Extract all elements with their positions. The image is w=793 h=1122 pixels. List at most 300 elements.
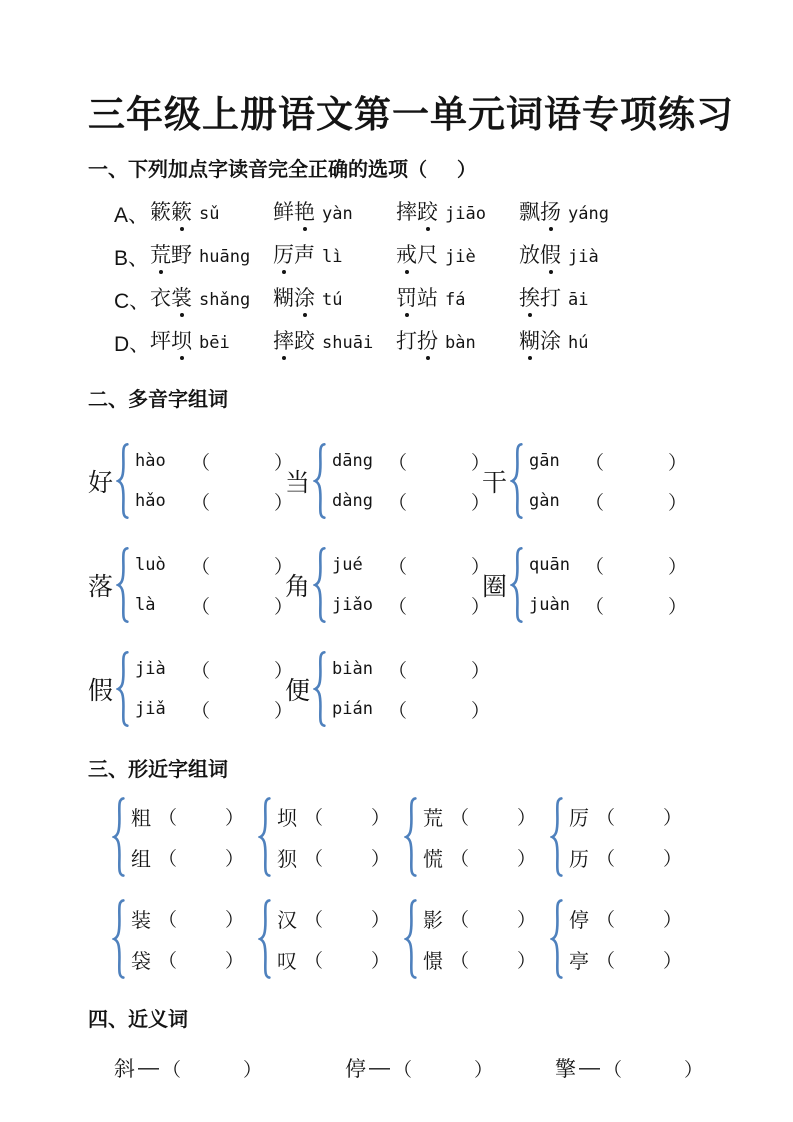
pinyin: hào [135, 451, 166, 471]
answer-blank [604, 565, 668, 566]
pinyin: āi [568, 290, 589, 311]
page-title: 三年级上册语文第一单元词语专项练习 [88, 94, 734, 135]
char-line [569, 940, 682, 979]
reading-line [529, 546, 687, 584]
char-lines [423, 899, 536, 979]
polyphone-group [482, 442, 688, 520]
word-item [519, 287, 588, 311]
reading-line [529, 586, 687, 624]
dotted-char: 扮 [417, 330, 438, 354]
word [396, 287, 438, 310]
curly-brace-icon [112, 898, 126, 980]
word [396, 330, 438, 353]
answer-blank [210, 565, 274, 566]
paren-open: （ [585, 596, 605, 618]
section4-header: 四、近义词 [88, 1009, 188, 1031]
dotted-char: 厉 [273, 244, 294, 268]
dotted-char: 戒 [396, 244, 417, 268]
paren-close: ） [274, 596, 294, 618]
readings [529, 442, 687, 520]
word-item [273, 330, 396, 354]
answer-blank [177, 857, 225, 858]
answer-blank [323, 857, 371, 858]
pinyin: huāng [199, 247, 251, 268]
answer-blank [412, 1068, 474, 1069]
answer-blank [604, 501, 668, 502]
option-label: B、 [114, 246, 150, 270]
reading-line [332, 650, 490, 688]
word-item [273, 287, 396, 311]
word-item [396, 287, 519, 311]
readings [332, 650, 490, 728]
word-item [150, 330, 273, 354]
answer-blank [615, 857, 663, 858]
word [519, 244, 561, 267]
paren-open: （ [585, 556, 605, 578]
readings [135, 442, 293, 520]
paren-open: （ [388, 660, 408, 682]
pinyin: luò [135, 555, 166, 575]
dotted-char: 罚 [396, 287, 417, 311]
synonym-item [555, 1053, 703, 1083]
dotted-char: 坝 [171, 330, 192, 354]
paren-open: （ [388, 596, 408, 618]
char: 野 [171, 244, 192, 268]
char: 憬 [423, 951, 443, 973]
dotted-char: 裳 [171, 287, 192, 311]
word [273, 287, 315, 310]
section3 [88, 758, 725, 980]
char: 簌 [150, 201, 171, 225]
paren-open: （ [450, 808, 470, 829]
char: 影 [423, 910, 443, 932]
word-item [150, 201, 273, 225]
answer-blank [407, 709, 471, 710]
char: 站 [417, 287, 438, 311]
paren-close: ） [274, 492, 294, 514]
curly-brace-icon [313, 442, 327, 520]
char: 停 [345, 1058, 366, 1081]
paren-open: （ [191, 596, 211, 618]
char: 坪 [150, 330, 171, 354]
synonym-item [345, 1053, 555, 1083]
pinyin: tú [322, 290, 343, 311]
similar-char-group [550, 898, 696, 980]
section1-header-text: 一、下列加点字读音完全正确的选项 [88, 159, 408, 181]
paren-close: ） [471, 492, 491, 514]
char-lines [423, 797, 536, 877]
char: 放 [519, 244, 540, 268]
similar-char-rows [88, 796, 725, 980]
paren-open: （ [450, 849, 470, 870]
pinyin: jià [135, 659, 166, 679]
char: 历 [569, 849, 589, 871]
curly-brace-icon [404, 796, 418, 878]
word-item [396, 330, 519, 354]
char-lines [277, 797, 390, 877]
pinyin: bēi [199, 333, 230, 354]
word [519, 287, 561, 310]
curly-brace-icon [116, 442, 130, 520]
curly-brace-icon [116, 546, 130, 624]
answer-blank [407, 501, 471, 502]
char: 厉 [569, 808, 589, 830]
answer-blank [407, 461, 471, 462]
answer-blank [407, 605, 471, 606]
word [273, 201, 315, 224]
curly-brace-icon [258, 898, 272, 980]
section2 [88, 388, 725, 728]
word [150, 201, 192, 224]
word-item [273, 244, 396, 268]
curly-brace-icon [258, 796, 272, 878]
paren-open: （ [450, 910, 470, 931]
word-item [273, 201, 396, 225]
word-item [150, 244, 273, 268]
char-line [423, 940, 536, 979]
polyphone-group [482, 546, 688, 624]
char: 涂 [540, 330, 561, 354]
option-label: D、 [114, 332, 151, 356]
similar-char-group [112, 796, 258, 878]
paren-close: ） [663, 808, 683, 829]
char: 声 [294, 244, 315, 268]
dotted-char: 假 [540, 244, 561, 268]
char: 擎 [555, 1058, 576, 1081]
similar-char-row [88, 796, 725, 878]
word [396, 244, 438, 267]
readings [529, 546, 687, 624]
char-lines [131, 797, 244, 877]
synonym-item [114, 1053, 345, 1083]
polyphone-row [88, 442, 725, 520]
curly-brace-icon [510, 546, 524, 624]
pinyin: jià [568, 247, 599, 268]
paren-open: （ [388, 700, 408, 722]
char: 鲜 [273, 201, 294, 225]
paren-open: （ [191, 660, 211, 682]
paren-close: ） [517, 951, 537, 972]
paren-close: ） [371, 951, 391, 972]
similar-char-group [404, 796, 550, 878]
word [519, 201, 561, 224]
polyphone-group [88, 442, 294, 520]
dotted-char: 挨 [519, 287, 540, 311]
dash: — [138, 1056, 159, 1079]
paren-close: ） [371, 808, 391, 829]
paren-close: ） [668, 452, 688, 474]
polyphone-group [88, 650, 294, 728]
curly-brace-icon [112, 796, 126, 878]
word-item [396, 244, 519, 268]
answer-blank [604, 605, 668, 606]
paren-open: （ [304, 910, 324, 931]
polyphone-char: 圈 [482, 573, 508, 601]
similar-char-group [404, 898, 550, 980]
polyphone-row [88, 650, 725, 728]
paren-close: ） [471, 700, 491, 722]
paren-close: ） [274, 452, 294, 474]
option-row [88, 321, 725, 364]
dotted-char: 扬 [540, 201, 561, 225]
polyphone-char: 假 [88, 677, 114, 705]
dotted-char: 簌 [171, 201, 192, 225]
paren-close: ） [225, 910, 245, 931]
pinyin: yáng [568, 204, 609, 225]
pinyin: bàn [445, 333, 476, 354]
paren-open: （ [158, 849, 178, 870]
paren-close: ） [517, 808, 537, 829]
paren-close: ） [274, 660, 294, 682]
option-row [88, 235, 725, 278]
section2-header: 二、多音字组词 [88, 389, 228, 411]
pinyin: jiǎo [332, 595, 373, 615]
paren-open: （ [450, 951, 470, 972]
word [150, 330, 192, 353]
reading-line [135, 586, 293, 624]
paren-open: （ [191, 492, 211, 514]
similar-char-group [550, 796, 696, 878]
paren-open: （ [393, 1059, 413, 1081]
char-line [277, 899, 390, 938]
similar-char-group [112, 898, 258, 980]
polyphone-rows [88, 442, 725, 728]
word-item [519, 330, 588, 354]
char-lines [569, 899, 682, 979]
paren-close: ） [225, 849, 245, 870]
char-line [277, 940, 390, 979]
answer-blank [177, 959, 225, 960]
dotted-char: 跤 [417, 201, 438, 225]
answer-blank [469, 959, 517, 960]
paren-close: ） [668, 492, 688, 514]
paren-open: （ [158, 808, 178, 829]
paren-close: ） [684, 1059, 704, 1081]
answer-blank [181, 1068, 243, 1069]
answer-blank [604, 461, 668, 462]
readings [332, 442, 490, 520]
paren-open: （ [158, 910, 178, 931]
pinyin: sǔ [199, 204, 220, 225]
char-line [423, 797, 536, 836]
dotted-char: 糊 [519, 330, 540, 354]
paren-open: （ [596, 849, 616, 870]
curly-brace-icon [550, 796, 564, 878]
char: 摔 [396, 201, 417, 225]
reading-line [135, 442, 293, 480]
char: 粗 [131, 808, 151, 830]
answer-blank [615, 816, 663, 817]
paren-open: （ [585, 492, 605, 514]
polyphone-char: 干 [482, 469, 508, 497]
answer-blank [210, 461, 274, 462]
char-line [131, 838, 244, 877]
option-label: A、 [114, 203, 150, 227]
reading-line [332, 546, 490, 584]
option-row [88, 278, 725, 321]
word [396, 201, 438, 224]
dotted-char: 摔 [273, 330, 294, 354]
char: 坝 [277, 808, 297, 830]
dotted-char: 艳 [294, 201, 315, 225]
char-line [423, 899, 536, 938]
section1-header [88, 158, 725, 183]
dash: — [369, 1056, 390, 1079]
pinyin: shǎng [199, 290, 251, 311]
paren-close: ） [471, 452, 491, 474]
polyphone-group [285, 546, 491, 624]
paren-open: （ [388, 556, 408, 578]
answer-blank [407, 565, 471, 566]
option-label: C、 [114, 289, 151, 313]
paren-open: （ [585, 452, 605, 474]
polyphone-char: 便 [285, 677, 311, 705]
char: 斜 [114, 1058, 135, 1081]
reading-line [135, 482, 293, 520]
readings [135, 650, 293, 728]
option-row [88, 192, 725, 235]
similar-char-group [258, 796, 404, 878]
curly-brace-icon [116, 650, 130, 728]
section3-header: 三、形近字组词 [88, 759, 228, 781]
polyphone-group [285, 650, 491, 728]
char: 装 [131, 910, 151, 932]
char-line [277, 838, 390, 877]
paren-close: ） [668, 596, 688, 618]
paren-close: ） [457, 160, 477, 181]
curly-brace-icon [313, 650, 327, 728]
paren-close: ） [225, 951, 245, 972]
answer-blank [469, 857, 517, 858]
paren-close: ） [668, 556, 688, 578]
polyphone-row [88, 546, 725, 624]
paren-open: （ [162, 1059, 182, 1081]
word-item [396, 201, 519, 225]
reading-line [529, 442, 687, 480]
char: 衣 [150, 287, 171, 311]
paren-open: （ [304, 951, 324, 972]
dotted-char: 涂 [294, 287, 315, 311]
char-line [569, 838, 682, 877]
answer-blank [622, 1068, 684, 1069]
char-line [569, 899, 682, 938]
paren-close: ） [274, 700, 294, 722]
answer-blank [323, 918, 371, 919]
answer-blank [615, 918, 663, 919]
pinyin: jiǎ [135, 699, 166, 719]
pinyin: jiāo [445, 204, 486, 225]
paren-open: （ [596, 808, 616, 829]
char: 慌 [423, 849, 443, 871]
curly-brace-icon [404, 898, 418, 980]
reading-line [332, 442, 490, 480]
paren-open: （ [596, 910, 616, 931]
paren-open: （ [596, 951, 616, 972]
pinyin: yàn [322, 204, 353, 225]
char-line [131, 797, 244, 836]
char: 组 [131, 849, 151, 871]
polyphone-group [88, 546, 294, 624]
pinyin: quān [529, 555, 570, 575]
char-lines [131, 899, 244, 979]
paren-close: ） [371, 849, 391, 870]
paren-close: ） [371, 910, 391, 931]
char: 荒 [423, 808, 443, 830]
char: 尺 [417, 244, 438, 268]
section1-options [88, 192, 725, 364]
paren-open: （ [158, 951, 178, 972]
char: 停 [569, 910, 589, 932]
reading-line [332, 690, 490, 728]
paren-open: （ [388, 452, 408, 474]
paren-close: ） [471, 596, 491, 618]
synonym-row [88, 1050, 725, 1086]
char-line [423, 838, 536, 877]
paren-open: （ [191, 700, 211, 722]
polyphone-char: 好 [88, 469, 114, 497]
word [273, 244, 315, 267]
char-line [277, 797, 390, 836]
curly-brace-icon [510, 442, 524, 520]
paren-close: ） [474, 1059, 494, 1081]
answer-blank [469, 816, 517, 817]
polyphone-char: 落 [88, 573, 114, 601]
reading-line [135, 690, 293, 728]
reading-line [135, 650, 293, 688]
char: 狈 [277, 849, 297, 871]
pinyin: gān [529, 451, 560, 471]
section4 [88, 1008, 725, 1086]
char-line [131, 899, 244, 938]
answer-blank [469, 918, 517, 919]
paren-close: ） [663, 951, 683, 972]
char-line [131, 940, 244, 979]
paren-close: ） [225, 808, 245, 829]
paren-open: （ [408, 160, 428, 181]
word-item [150, 287, 273, 311]
pinyin: juàn [529, 595, 570, 615]
paren-open: （ [191, 556, 211, 578]
char: 叹 [277, 951, 297, 973]
pinyin: biàn [332, 659, 373, 679]
char: 打 [540, 287, 561, 311]
pinyin: hú [568, 333, 589, 354]
reading-line [332, 586, 490, 624]
curly-brace-icon [550, 898, 564, 980]
word-item [519, 244, 599, 268]
paren-close: ） [663, 910, 683, 931]
char: 汉 [277, 910, 297, 932]
word [519, 330, 561, 353]
char: 飘 [519, 201, 540, 225]
pinyin: lì [322, 247, 343, 268]
curly-brace-icon [313, 546, 327, 624]
answer-blank [177, 816, 225, 817]
answer-blank [407, 669, 471, 670]
dotted-char: 荒 [150, 244, 171, 268]
char: 跤 [294, 330, 315, 354]
polyphone-group [285, 442, 491, 520]
char: 糊 [273, 287, 294, 311]
paren-close: ） [517, 849, 537, 870]
char: 打 [396, 330, 417, 354]
paren-close: ） [243, 1059, 263, 1081]
pinyin: dāng [332, 451, 373, 471]
pinyin: jiè [445, 247, 476, 268]
char-line [569, 797, 682, 836]
char: 袋 [131, 951, 151, 973]
answer-blank [323, 816, 371, 817]
